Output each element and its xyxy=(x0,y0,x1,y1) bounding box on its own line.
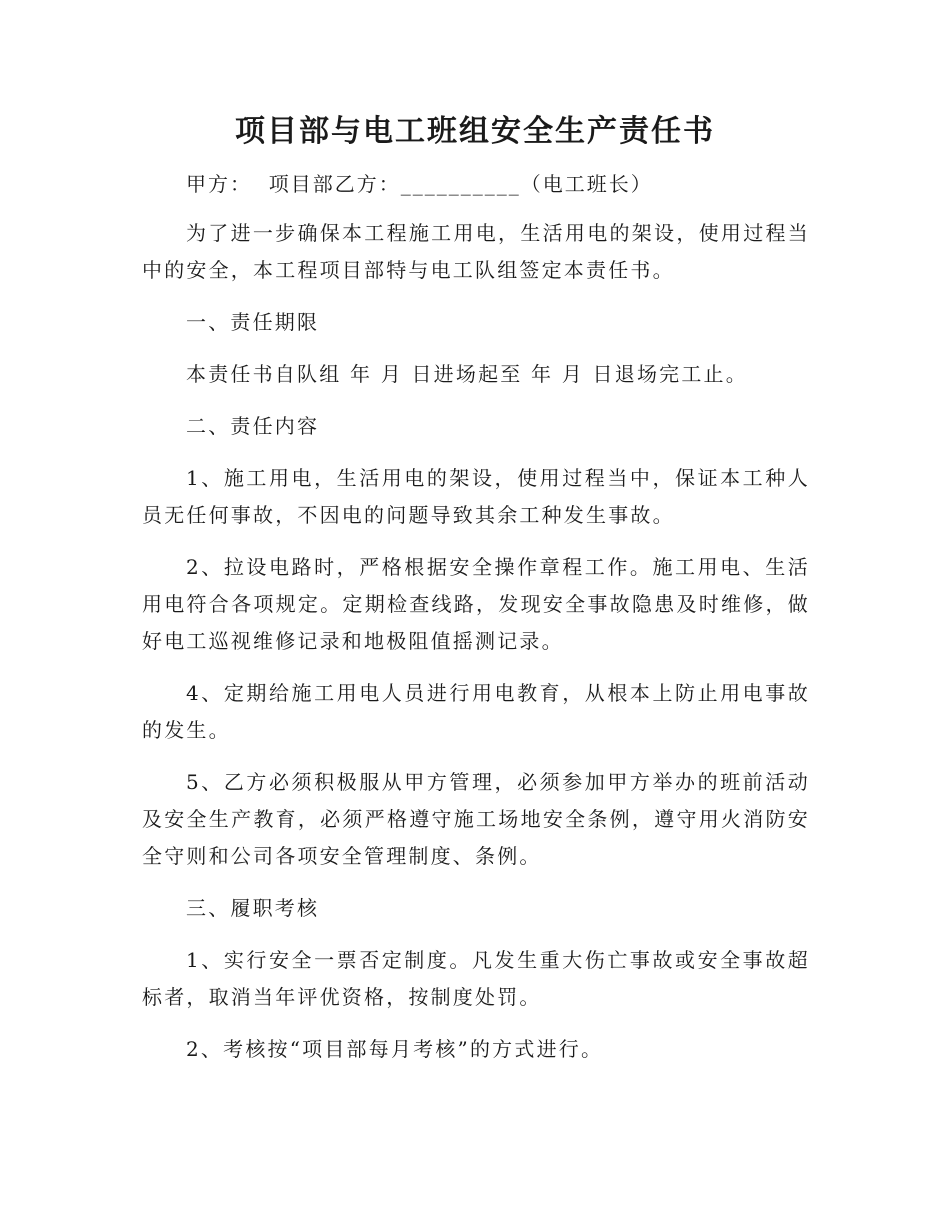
paragraph-assessment-1: 1、实行安全一票否定制度。凡发生重大伤亡事故或安全事故超标者，取消当年评优资格，按制度处罚。 xyxy=(142,948,810,1009)
section-heading-content: 二、责任内容 xyxy=(186,414,320,438)
paragraph-item-2: 2、拉设电路时，严格根据安全操作章程工作。施工用电、生活用电符合各项规定。定期检查线路，发现安全事故隐患及时维修，做好电工巡视维修记录和地极阻值摇测记录。 xyxy=(142,555,810,653)
section-heading-assessment: 三、履职考核 xyxy=(186,896,320,920)
paragraph-intro: 为了进一步确保本工程施工用电，生活用电的架设，使用过程当中的安全，本工程项目部特与电工队组签定本责任书。 xyxy=(142,221,810,282)
paragraph-assessment-2: 2、考核按“项目部每月考核”的方式进行。 xyxy=(186,1037,604,1061)
party-line: 甲方： 项目部乙方：__________（电工班长） xyxy=(186,172,653,196)
document-body xyxy=(142,215,810,1068)
document-title: 项目部与电工班组安全生产责任书 xyxy=(235,114,715,149)
section-heading-term: 一、责任期限 xyxy=(186,310,320,334)
paragraph-item-4: 4、定期给施工用电人员进行用电教育，从根本上防止用电事故的发生。 xyxy=(142,681,810,742)
paragraph-term: 本责任书自队组 年 月 日进场起至 年 月 日退场完工止。 xyxy=(186,362,748,386)
paragraph-item-1: 1、施工用电，生活用电的架设，使用过程当中，保证本工种人员无任何事故，不因电的问题导致其余工种发生事故。 xyxy=(142,466,810,527)
paragraph-item-5: 5、乙方必须积极服从甲方管理，必须参加甲方举办的班前活动及安全生产教育，必须严格遵守施工场地安全条例，遵守用火消防安全守则和公司各项安全管理制度、条例。 xyxy=(142,770,810,868)
